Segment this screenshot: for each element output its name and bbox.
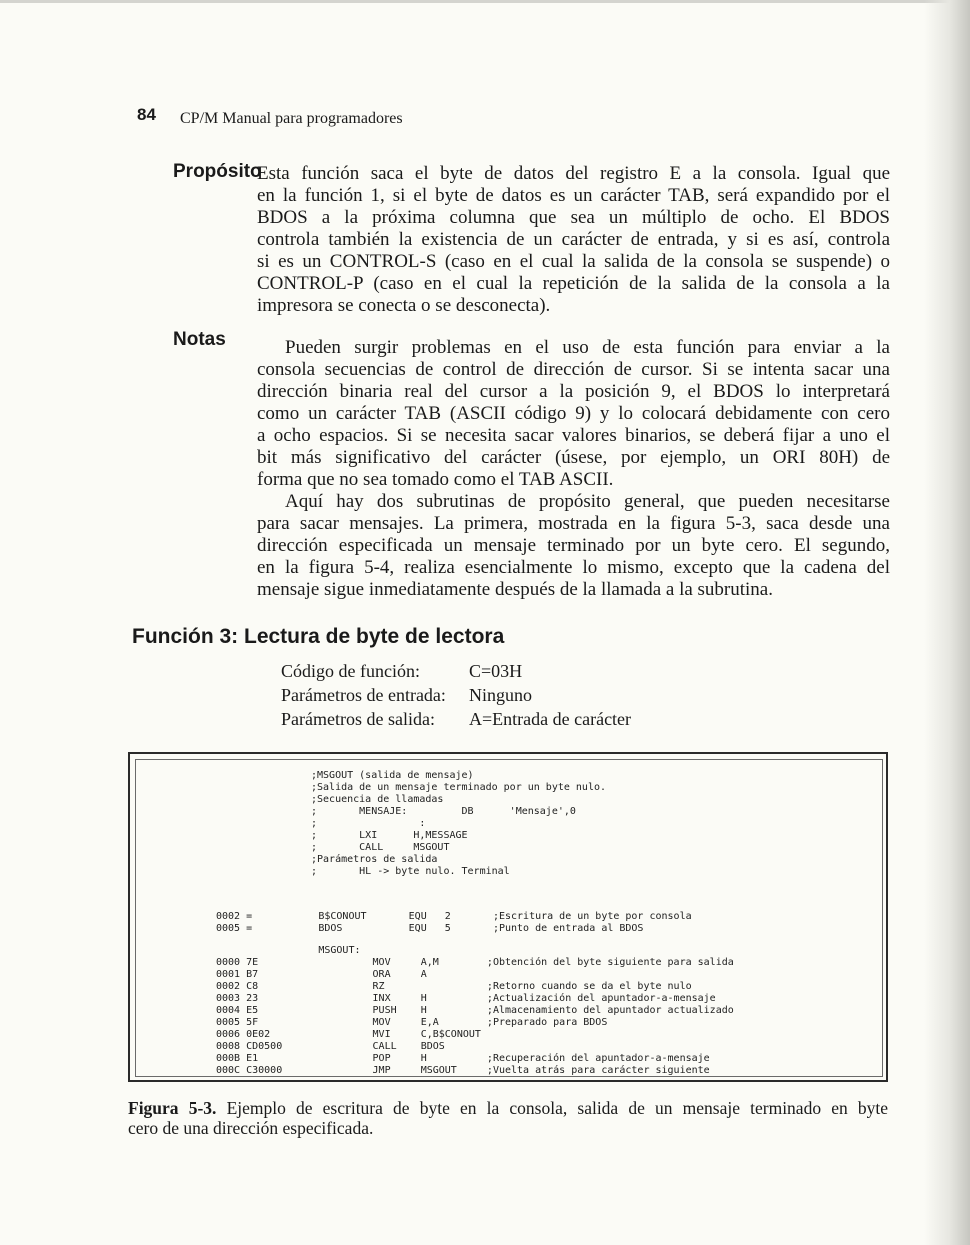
- code-line: 0004 E5 PUSH H ;Almacenamiento del apuntador actualizado: [216, 1005, 734, 1016]
- function-parameters: [281, 659, 631, 731]
- notas-line: forma que no sea tomado como el TAB ASCII.: [257, 469, 614, 490]
- code-line: ; MENSAJE: DB 'Mensaje',0: [311, 806, 576, 817]
- param-row: [281, 659, 631, 683]
- param-row: [281, 683, 631, 707]
- notas-line: bit más significativo del carácter (úsese, por ejemplo, un ORI 80H) de: [257, 447, 890, 468]
- param-row: [281, 707, 631, 731]
- param-label: Parámetros de entrada:: [281, 685, 446, 705]
- code-line: 0001 B7 ORA A: [216, 969, 427, 980]
- proposito-line: Esta función saca el byte de datos del registro E a la consola. Igual que: [257, 163, 890, 184]
- proposito-line: controla también la existencia de un carácter de entrada, y si es así, controla: [257, 229, 890, 250]
- code-line: 0002 = B$CONOUT EQU 2 ;Escritura de un byte por consola: [216, 911, 692, 922]
- notas-line: mensaje sigue inmediatamente después de la llamada a la subrutina.: [257, 579, 773, 600]
- code-line: 0008 CD0500 CALL BDOS: [216, 1041, 445, 1052]
- notas-line: como un carácter TAB (ASCII código 9) y lo colocará debidamente con cero: [257, 403, 890, 424]
- section-heading: Función 3: Lectura de byte de lectora: [132, 625, 505, 648]
- code-line: ;Parámetros de salida: [311, 854, 438, 865]
- notas-line: para sacar mensajes. La primera, mostrada en la figura 5-3, saca desde una: [257, 513, 890, 534]
- proposito-line: impresora se conecta o se desconecta).: [257, 295, 551, 316]
- proposito-line: si es un CONTROL-S (caso en el cual la salida de la consola se suspende) o: [257, 251, 890, 272]
- page-fold-shadow: [924, 0, 970, 1245]
- code-line: 0005 = BDOS EQU 5 ;Punto de entrada al BDOS: [216, 923, 644, 934]
- param-label: Código de función:: [281, 661, 420, 681]
- notas-label: Notas: [173, 329, 226, 350]
- listing-equ-block: [216, 911, 692, 935]
- notas-line: Aquí hay dos subrutinas de propósito general, que pueden necesitarse: [285, 491, 890, 512]
- code-line: 0006 0E02 MVI C,B$CONOUT: [216, 1029, 481, 1040]
- notas-line: dirección binaria real del cursor a la posición 9, el BDOS lo interpretará: [257, 381, 890, 402]
- param-label: Parámetros de salida:: [281, 709, 435, 729]
- caption-line: [128, 1098, 888, 1118]
- code-line: 0003 23 INX H ;Actualización del apuntador-a-mensaje: [216, 993, 716, 1004]
- running-title: CP/M Manual para programadores: [180, 110, 403, 127]
- code-line: 000C C30000 JMP MSGOUT ;Vuelta atrás para carácter siguiente: [216, 1065, 710, 1076]
- figure-5-3-listing: [128, 752, 888, 1082]
- notas-line: a ocho espacios. Si se necesita sacar valores binarios, se deberá fijar a uno el: [257, 425, 890, 446]
- notas-line: Pueden surgir problemas en el uso de esta función para enviar a la: [285, 337, 890, 358]
- code-line: ; HL -> byte nulo. Terminal: [311, 866, 510, 877]
- listing-comment-block: [311, 770, 606, 878]
- param-value: C=03H: [469, 661, 523, 681]
- code-line: 0005 5F MOV E,A ;Preparado para BDOS: [216, 1017, 608, 1028]
- proposito-line: en la función 1, si el byte de datos es un carácter TAB, será expandido por el: [257, 185, 890, 206]
- param-value: A=Entrada de carácter: [469, 709, 632, 729]
- proposito-paragraph: [257, 163, 890, 317]
- param-value: Ninguno: [469, 685, 532, 705]
- notas-line: en la figura 5-4, realiza esencialmente lo mismo, excepto que la cadena del: [257, 557, 890, 578]
- listing-label-line: MSGOUT:: [216, 945, 361, 956]
- listing-code-block: [216, 957, 734, 1077]
- proposito-line: BDOS a la próxima columna que sea un múltiplo de ocho. El BDOS: [257, 207, 890, 228]
- code-line: ; :: [311, 818, 426, 829]
- code-line: ;Secuencia de llamadas: [311, 794, 444, 805]
- code-line: 0000 7E MOV A,M ;Obtención del byte siguiente para salida: [216, 957, 734, 968]
- proposito-line: CONTROL-P (caso en el cual la repetición de la salida de la consola a la: [257, 273, 890, 294]
- listing-inner-frame: [135, 759, 883, 1077]
- code-line: 000B E1 POP H ;Recuperación del apuntador-a-mensaje: [216, 1053, 710, 1064]
- notas-line: consola secuencias de control de dirección de cursor. Si se intenta sacar una: [257, 359, 890, 380]
- figure-caption: [128, 1098, 888, 1138]
- page-top-edge: [0, 0, 970, 3]
- notas-paragraph: [257, 337, 890, 601]
- notas-line: dirección especificada un mensaje terminado por un byte cero. El segundo,: [257, 535, 890, 556]
- figure-label: Figura 5-3.: [128, 1098, 217, 1118]
- code-line: ;Salida de un mensaje terminado por un byte nulo.: [311, 782, 607, 793]
- code-line: 0002 C8 RZ ;Retorno cuando se da el byte nulo: [216, 981, 692, 992]
- caption-line: cero de una dirección especificada.: [128, 1118, 374, 1138]
- proposito-label: Propósito: [173, 161, 262, 182]
- caption-text: Ejemplo de escritura de byte en la consola, salida de un mensaje terminado en byte: [226, 1098, 889, 1118]
- code-line: ; LXI H,MESSAGE: [311, 830, 468, 841]
- code-line: ; CALL MSGOUT: [311, 842, 450, 853]
- code-line: ;MSGOUT (salida de mensaje): [311, 770, 474, 781]
- page-number: 84: [137, 105, 156, 124]
